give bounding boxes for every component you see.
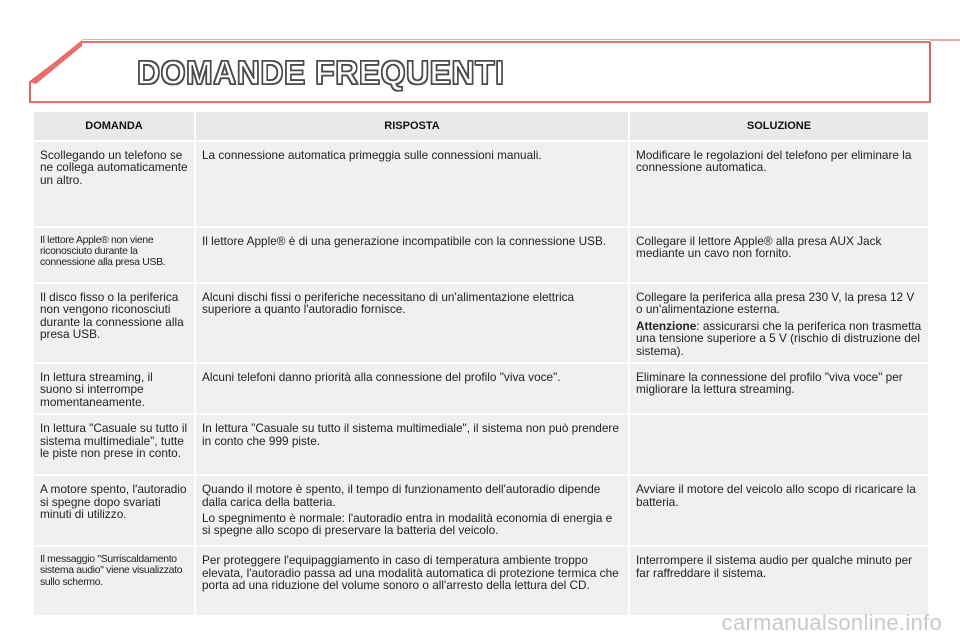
question-cell: Scollegando un telefono se ne collega automaticamente un altro. bbox=[33, 141, 195, 227]
answer-cell: Alcuni telefoni danno priorità alla connessione del profilo "viva voce". bbox=[195, 363, 629, 414]
question-cell: In lettura "Casuale su tutto il sistema multimediale", tutte le piste non prese in conto. bbox=[33, 414, 195, 475]
question-cell: A motore spento, l'autoradio si spegne dopo svariati minuti di utilizzo. bbox=[33, 475, 195, 546]
solution-text: Collegare la periferica alla presa 230 V, la presa 12 V o un'alimentazione esterna. bbox=[636, 290, 915, 317]
warning-text: : assicurarsi che la periferica non trasmetta una tensione superiore a 5 V (rischio di distruzione del sistema). bbox=[636, 318, 922, 358]
solution-cell: Modificare le regolazioni del telefono per eliminare la connessione automatica. bbox=[629, 141, 929, 227]
question-cell: Il lettore Apple® non viene riconosciuto durante la connessione alla presa USB. bbox=[33, 227, 195, 283]
warning-label: Attenzione bbox=[636, 318, 697, 333]
table-row bbox=[33, 363, 929, 414]
solution-cell bbox=[629, 283, 929, 363]
answer-cell bbox=[195, 475, 629, 546]
solution-cell: Eliminare la connessione del profilo "viva voce" per migliorare la lettura streaming. bbox=[629, 363, 929, 414]
column-header-question: DOMANDA bbox=[33, 111, 195, 141]
solution-warning bbox=[636, 320, 922, 357]
solution-cell bbox=[629, 414, 929, 475]
question-cell: In lettura streaming, il suono si interrompe momentaneamente. bbox=[33, 363, 195, 414]
table-row bbox=[33, 475, 929, 546]
question-cell: Il disco fisso o la periferica non vengono riconosciuti durante la connessione alla presa USB. bbox=[33, 283, 195, 363]
faq-table bbox=[32, 110, 930, 617]
solution-cell: Collegare il lettore Apple® alla presa AUX Jack mediante un cavo non fornito. bbox=[629, 227, 929, 283]
table-row bbox=[33, 141, 929, 227]
site-watermark: carmanualsonline.info bbox=[721, 610, 942, 635]
column-header-answer: RISPOSTA bbox=[195, 111, 629, 141]
answer-cell: Il lettore Apple® è di una generazione incompatibile con la connessione USB. bbox=[195, 227, 629, 283]
column-header-solution: SOLUZIONE bbox=[629, 111, 929, 141]
solution-cell: Avviare il motore del veicolo allo scopo di ricaricare la batteria. bbox=[629, 475, 929, 546]
table-row bbox=[33, 283, 929, 363]
question-cell: Il messaggio "Surriscaldamento sistema audio" viene visualizzato sullo schermo. bbox=[33, 546, 195, 616]
header-banner bbox=[0, 0, 960, 110]
answer-cell: In lettura "Casuale su tutto il sistema multimediale", il sistema non può prendere in conto che 999 piste. bbox=[195, 414, 629, 475]
table-row bbox=[33, 546, 929, 616]
answer-cell: La connessione automatica primeggia sulle connessioni manuali. bbox=[195, 141, 629, 227]
answer-extra-text: Lo spegnimento è normale: l'autoradio entra in modalità economia di energia e si spegne allo scopo di preservare la batteria del veicolo. bbox=[202, 511, 613, 538]
table-header-row bbox=[33, 111, 929, 141]
page-title: DOMANDE FREQUENTI bbox=[137, 54, 505, 91]
table-row bbox=[33, 414, 929, 475]
answer-cell: Alcuni dischi fissi o periferiche necessitano di un'alimentazione elettrica superiore a quanto l'autoradio fornisce. bbox=[195, 283, 629, 363]
answer-text: Quando il motore è spento, il tempo di funzionamento dell'autoradio dipende dalla carica della batteria. bbox=[202, 482, 601, 509]
answer-cell: Per proteggere l'equipaggiamento in caso di temperatura ambiente troppo elevata, l'autoradio passa ad una modalità automatica di protezione termica che porta ad una riduzione del volume sonoro o all'arresto della lettura del CD. bbox=[195, 546, 629, 616]
table-row bbox=[33, 227, 929, 283]
solution-cell: Interrompere il sistema audio per qualche minuto per far raffreddare il sistema. bbox=[629, 546, 929, 616]
